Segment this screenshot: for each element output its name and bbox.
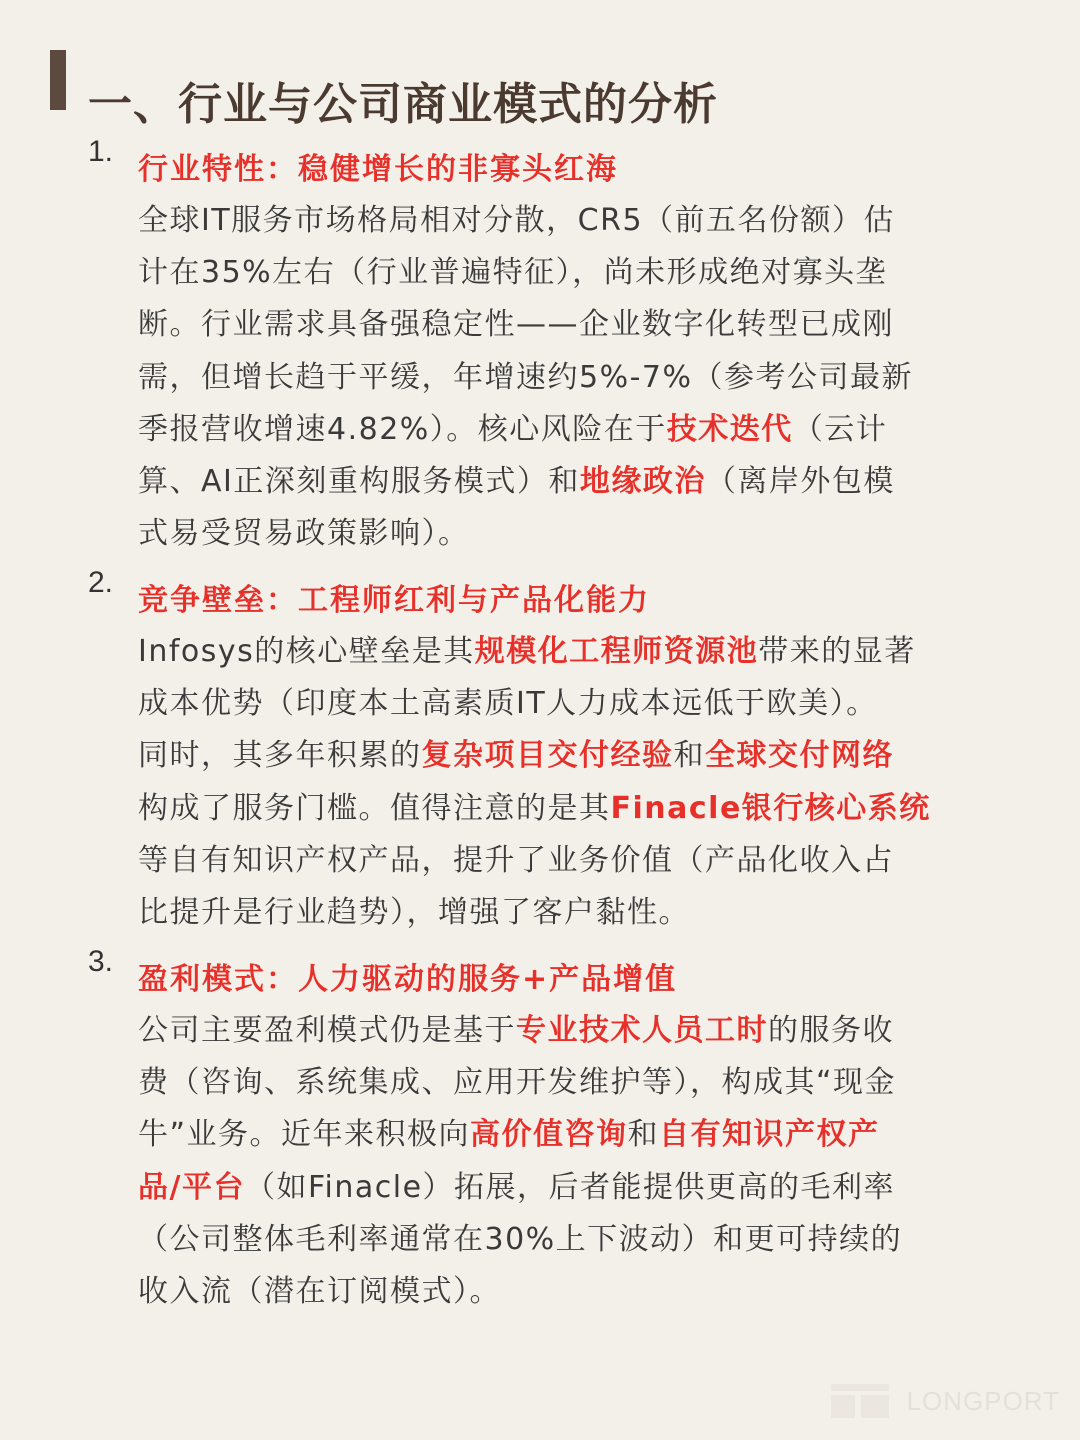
body-line [138, 783, 1028, 835]
body-line [138, 887, 1028, 939]
body-text: 成本优势（印度本土高素质IT人力成本远低于欧美）。 [138, 686, 878, 722]
body-text: 等自有知识产权产品，提升了业务价值（产品化收入占 [138, 842, 894, 878]
longport-logo-icon [831, 1384, 889, 1418]
watermark [831, 1384, 1060, 1418]
body-line [138, 247, 1028, 299]
title-accent-bar [50, 50, 66, 110]
body-text: 算、AI正深刻重构服务模式）和 [138, 463, 580, 499]
body-text: 需，但增长趋于平缓，年增速约5%-7%（参考公司最新 [138, 359, 914, 395]
body-line [138, 730, 1028, 782]
highlight-text: 地缘政治 [579, 463, 706, 499]
highlight-text: 自有知识产权产 [659, 1117, 880, 1153]
section-number: 3. [88, 945, 114, 978]
section-moat [88, 566, 1028, 939]
body-text: 比提升是行业趋势），增强了客户黏性。 [138, 894, 690, 930]
body-text: 的服务收 [768, 1013, 894, 1048]
body-text: 断。行业需求具备强稳定性——企业数字化转型已成刚 [138, 307, 894, 343]
body-text: 和 [673, 738, 705, 774]
body-line [138, 352, 1028, 404]
section-heading: 竞争壁垒：工程师红利与产品化能力 [138, 583, 650, 618]
body-line [138, 404, 1028, 456]
body-text: 全球IT服务市场格局相对分散，CR5（前五名份额）估 [138, 203, 896, 238]
section-profit-model [88, 945, 1028, 1318]
body-line [138, 1266, 1028, 1318]
highlight-text: 专业技术人员工时 [516, 1013, 768, 1048]
body-text: 季报营收增速4.82%）。核心风险在于 [138, 411, 667, 447]
body-line [138, 456, 1028, 508]
section-heading: 行业特性：稳健增长的非寡头红海 [138, 152, 618, 187]
body-text: 构成了服务门槛。值得注意的是其 [138, 790, 611, 826]
body-text: Infosys的核心壁垒是其 [138, 634, 475, 669]
body-line [138, 299, 1028, 351]
body-text: （如Finacle）拓展，后者能提供更高的毛利率 [244, 1169, 896, 1205]
highlight-text: 复杂项目交付经验 [421, 738, 674, 774]
body-text: 和 [627, 1117, 660, 1153]
body-line [138, 1109, 1028, 1161]
body-line [138, 1005, 1028, 1057]
body-line [138, 835, 1028, 887]
body-line [138, 195, 1028, 247]
highlight-text: 全球交付网络 [705, 738, 894, 774]
section-body [138, 1005, 1028, 1318]
body-line [138, 678, 1028, 730]
section-body [138, 626, 1028, 939]
highlight-text: 品/平台 [138, 1169, 245, 1205]
body-text: 公司主要盈利模式仍是基于 [138, 1013, 516, 1048]
section-number: 1. [88, 135, 114, 168]
highlight-text: 高价值咨询 [470, 1117, 628, 1153]
highlight-text: Finacle银行核心系统 [610, 790, 931, 826]
body-text: （离岸外包模 [705, 463, 895, 499]
body-text: （公司整体毛利率通常在30%上下波动）和更可持续的 [138, 1221, 903, 1257]
body-text: 带来的显著 [758, 634, 916, 669]
body-text: 计在35%左右（行业普遍特征），尚未形成绝对寡头垄 [138, 255, 888, 291]
body-line [138, 626, 1028, 678]
watermark-text: LONGPORT [906, 1385, 1060, 1416]
body-text: 费（咨询、系统集成、应用开发维护等），构成其“现金 [138, 1065, 897, 1101]
highlight-text: 规模化工程师资源池 [474, 634, 759, 669]
section-number: 2. [88, 566, 114, 599]
section-industry [88, 135, 1028, 560]
body-text: 同时，其多年积累的 [138, 738, 422, 774]
section-heading: 盈利模式：人力驱动的服务+产品增值 [138, 962, 678, 997]
body-text: 式易受贸易政策影响）。 [138, 516, 470, 552]
body-line [138, 1057, 1028, 1109]
body-line [138, 508, 1028, 560]
body-line [138, 1214, 1028, 1266]
highlight-text: 技术迭代 [666, 411, 793, 447]
body-line [138, 1162, 1028, 1214]
page-title: 一、行业与公司商业模式的分析 [88, 79, 718, 130]
body-text: 收入流（潜在订阅模式）。 [138, 1273, 501, 1309]
body-text: 牛”业务。近年来积极向 [138, 1117, 471, 1153]
body-text: （云计 [792, 411, 888, 447]
section-body [138, 195, 1028, 560]
